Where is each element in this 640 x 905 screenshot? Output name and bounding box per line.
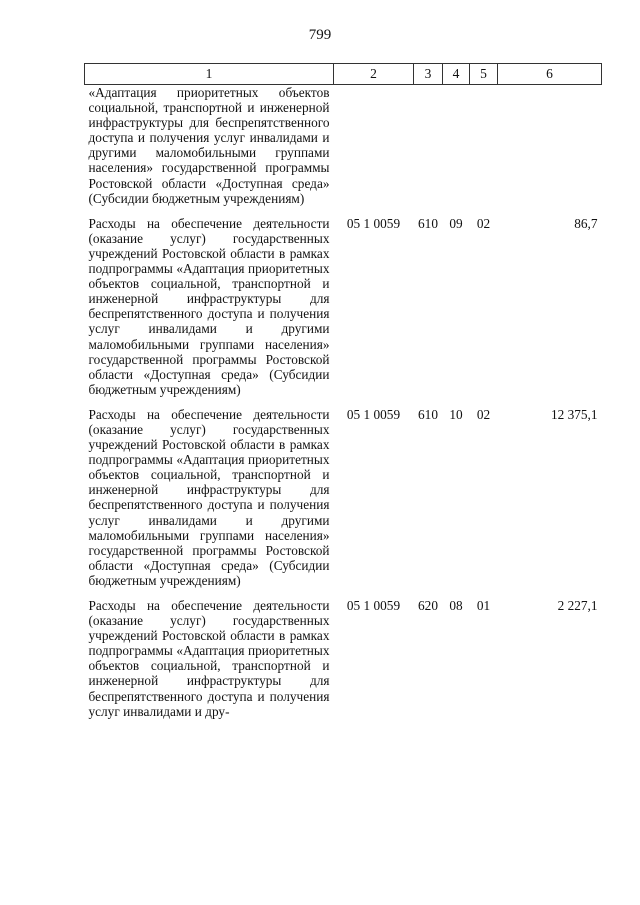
column-header-4: 4 <box>443 64 470 85</box>
table-row <box>85 598 602 729</box>
table-header <box>85 64 602 85</box>
row-target-code: 05 1 0059 <box>346 598 401 613</box>
row-description: «Адаптация приоритетных объектов социальной, транспортной и инженерной инфраструктуры для беспрепятственного доступа и получения услуг инвалидами и другими маломобильными группами населения» государственной программы Ростовской области «Доступная среда» (Субсидии бюджетным учреждениям) <box>88 85 330 206</box>
row-subsection: 02 <box>476 406 491 422</box>
row-amount: 2 227,1 <box>557 598 598 613</box>
row-section: 08 <box>449 598 463 613</box>
row-subsection <box>470 85 498 216</box>
row-amount <box>498 85 602 216</box>
row-subsection: 02 <box>476 215 491 231</box>
column-header-6: 6 <box>498 64 602 85</box>
header-row <box>85 64 602 85</box>
budget-table <box>84 63 602 729</box>
row-expense-type: 610 <box>418 215 438 231</box>
row-subsection: 01 <box>476 598 491 613</box>
table-row <box>85 216 602 407</box>
row-description: Расходы на обеспечение деятельности (оказание услуг) государственных учреждений Ростовской области в рамках подпрограммы «Адаптация приоритетных объектов социальной, транспортной и инженерной инфраструктуры для беспрепятственного доступа и получения услуг инвалидами и дру- <box>88 598 330 719</box>
table-row <box>85 85 602 216</box>
row-section <box>443 85 470 216</box>
row-target-code <box>334 85 414 216</box>
row-description: Расходы на обеспечение деятельности (оказание услуг) государственных учреждений Ростовской области в рамках подпрограммы «Адаптация приоритетных объектов социальной, транспортной и инженерной инфраструктуры для беспрепятственного доступа и получения услуг инвалидами и другими маломобильными группами населения» государственной программы Ростовской области «Доступная среда» (Субсидии бюджетным учреждениям) <box>88 215 330 397</box>
table-body <box>85 85 602 729</box>
column-header-1: 1 <box>85 64 334 85</box>
column-header-5: 5 <box>470 64 498 85</box>
row-expense-type: 610 <box>418 406 438 422</box>
row-expense-type: 620 <box>418 598 438 613</box>
row-section: 10 <box>449 406 463 422</box>
table-row <box>85 407 602 598</box>
row-section: 09 <box>449 215 463 231</box>
row-amount: 86,7 <box>574 215 598 231</box>
row-expense-type <box>414 85 443 216</box>
row-description: Расходы на обеспечение деятельности (оказание услуг) государственных учреждений Ростовской области в рамках подпрограммы «Адаптация приоритетных объектов социальной, транспортной и инженерной инфраструктуры для беспрепятственного доступа и получения услуг инвалидами и другими маломобильными группами населения» государственной программы Ростовской области «Доступная среда» (Субсидии бюджетным учреждениям) <box>88 406 330 588</box>
row-target-code: 05 1 0059 <box>346 406 401 422</box>
row-amount: 12 375,1 <box>550 406 598 422</box>
row-target-code: 05 1 0059 <box>346 215 401 231</box>
page-number: 799 <box>308 27 332 43</box>
column-header-2: 2 <box>334 64 414 85</box>
column-header-3: 3 <box>414 64 443 85</box>
